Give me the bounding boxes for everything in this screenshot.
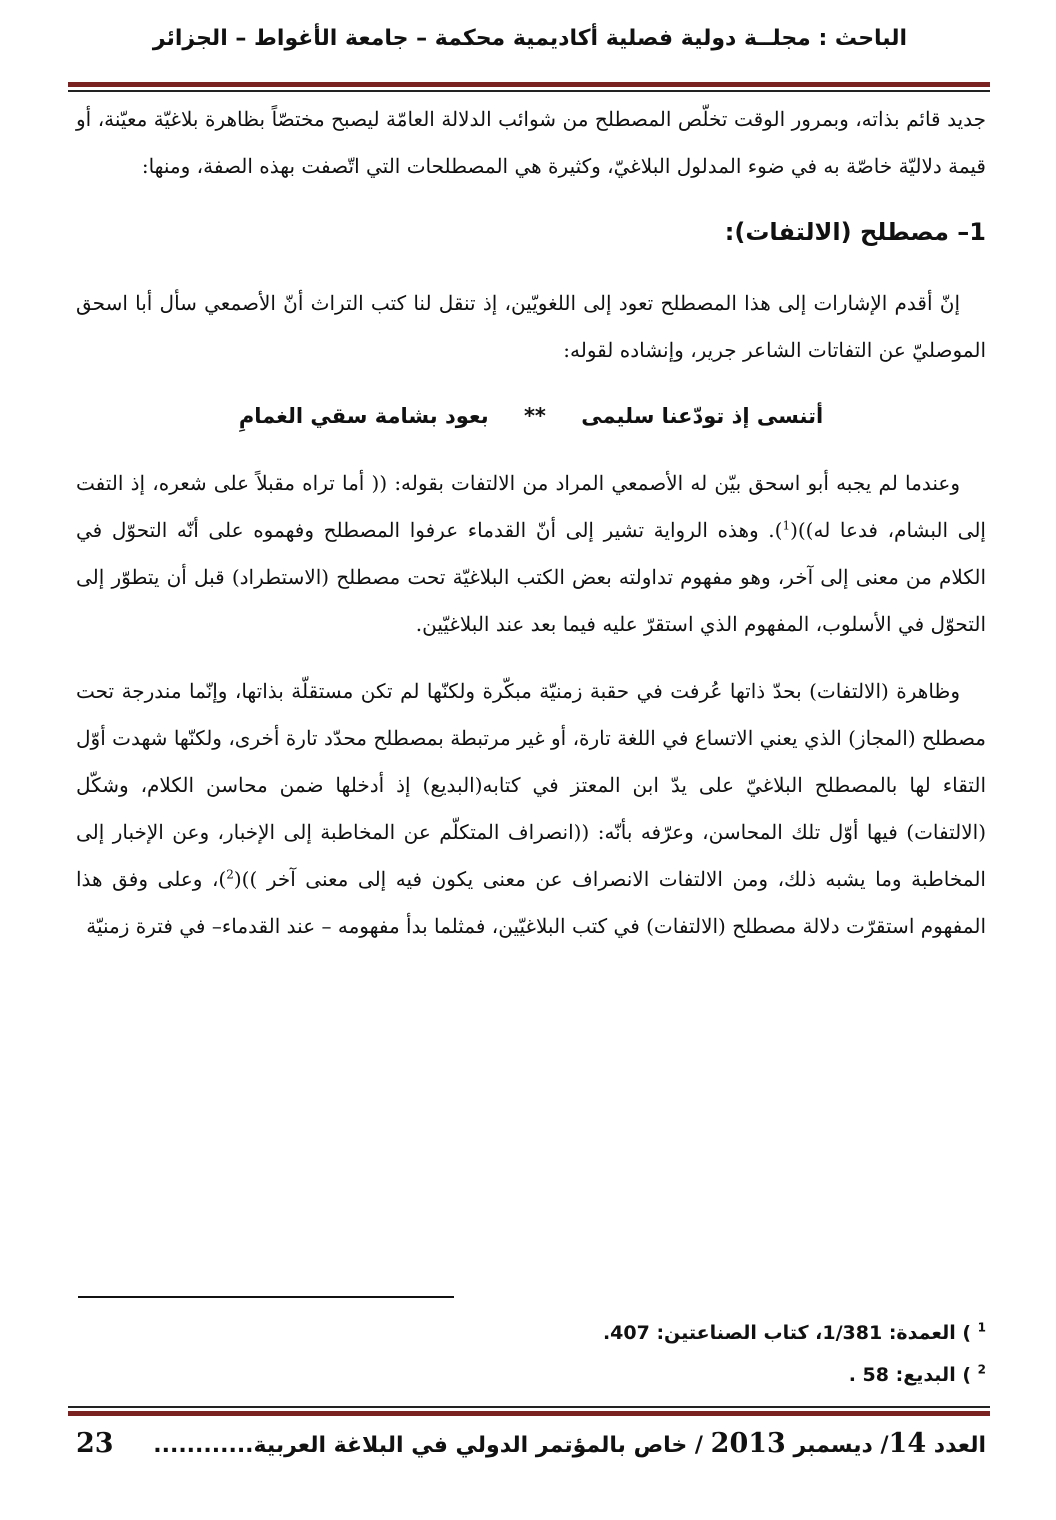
- verse-second-hemistich: بعود بشامة سقي الغمامِ: [238, 404, 489, 428]
- poetry-verse: [76, 396, 986, 436]
- paragraph-intro: جديد قائم بذاته، وبمرور الوقت تخلّص المصطلح من شوائب الدلالة العامّة ليصبح مختصّاً بظاهرة بلاغيّة معيّنة، أو قيمة دلاليّة خاصّة به في ضوء المدلول البلاغيّ، وكثيرة هي المصطلحات التي اتّصفت بهذه الصفة، ومنها:: [76, 107, 986, 178]
- footnote-1: [76, 1312, 986, 1354]
- paragraph-origins: إنّ أقدم الإشارات إلى هذا المصطلح تعود إلى اللغويّين، إذ تنقل لنا كتب التراث أنّ الأصمعي سأل أبا اسحق الموصليّ عن التفاتات الشاعر جرير، وإنشاده لقوله:: [76, 291, 986, 362]
- issue-year: 2013: [710, 1428, 786, 1459]
- section-heading: 1– مصطلح (الالتفات):: [724, 218, 986, 246]
- page-number: 23: [76, 1428, 114, 1459]
- footnote-1-text: ) العمدة: 1/381، كتاب الصناعتين: 407.: [602, 1322, 972, 1344]
- header-rule-thin: [68, 90, 990, 92]
- footnote-2-number: 2: [977, 1362, 986, 1377]
- paragraph-asmai: [76, 460, 986, 648]
- issue-month: / ديسمبر: [793, 1433, 889, 1458]
- header-rule-thick: [68, 82, 990, 87]
- footnotes: [76, 1312, 986, 1396]
- issue-number: 14: [888, 1428, 927, 1459]
- paragraph-asmai-text-a: وعندما لم يجبه أبو اسحق بيّن له الأصمعي المراد من الالتفات بقوله: (( أما تراه مقبلاً على شعره، إذ التفت إلى البشام، فدعا له))(: [76, 471, 986, 542]
- journal-header: [70, 26, 990, 51]
- paragraph-asmai-text-b: ). وهذه الرواية تشير إلى أنّ القدماء عرفوا المصطلح وفهموه على أنّه التحوّل في الكلام من معنى إلى آخر، وهو مفهوم تداولته بعض الكتب البلاغيّة تحت مصطلح (الاستطراد) قبل أن يتطوّر إلى التحوّل في الأسلوب، المفهوم الذي استقرّ عليه فيما بعد عند البلاغيّين.: [76, 518, 986, 636]
- issue-label: العدد: [933, 1433, 986, 1458]
- footnote-1-number: 1: [977, 1320, 986, 1335]
- footnote-2-text: ) البديع: 58 .: [848, 1364, 972, 1386]
- issue-info: [153, 1428, 986, 1459]
- verse-separator: **: [523, 404, 546, 428]
- footnote-2: [76, 1354, 986, 1396]
- verse-first-hemistich: أتنسى إذ تودّعنا سليمى: [581, 404, 824, 428]
- paragraph-phenomenon-text-b: )، وعلى وفق هذا المفهوم استقرّت دلالة مصطلح (الالتفات) في كتب البلاغيّين، فمثلما بدأ مفهومه – عند القدماء– في فترة زمنيّة: [76, 867, 986, 938]
- footer-rule-thin: [68, 1406, 990, 1408]
- paragraph-phenomenon: [76, 668, 986, 950]
- article-body: [76, 96, 986, 950]
- paragraph-phenomenon-text-a: وظاهرة (الالتفات) بحدّ ذاتها عُرفت في حقبة زمنيّة مبكّرة ولكنّها لم تكن مستقلّة بذاتها، وإنّما مندرجة تحت مصطلح (المجاز) الذي يعني الاتساع في اللغة تارة، أو غير مرتبطة بمصطلح محدّد تارة أخرى، ولكنّها شهدت أوّل التقاء لها بالمصطلح البلاغيّ على يدّ ابن المعتز في كتابه(البديع) إذ أدخلها ضمن محاسن الكلام، وشكّل (الالتفات) فيها أوّل تلك المحاسن، وعرّفه بأنّه: ((انصراف المتكلّم عن المخاطبة إلى الإخبار، وعن الإخبار إلى المخاطبة وما يشبه ذلك، ومن الالتفات الانصراف عن معنى يكون فيه إلى معنى آخر ))(: [76, 679, 986, 891]
- footnote-ref-1: 1: [782, 518, 791, 533]
- journal-footer: [76, 1428, 986, 1459]
- footer-rule-thick: [68, 1411, 990, 1416]
- issue-special: / خاص بالمؤتمر الدولي في البلاغة العربية............: [153, 1433, 703, 1458]
- journal-title: الباحث : مجلــة دولية فصلية أكاديمية محكمة – جامعة الأغواط – الجزائر: [152, 26, 908, 51]
- footnote-divider: [78, 1296, 454, 1298]
- footnote-ref-2: 2: [226, 867, 234, 882]
